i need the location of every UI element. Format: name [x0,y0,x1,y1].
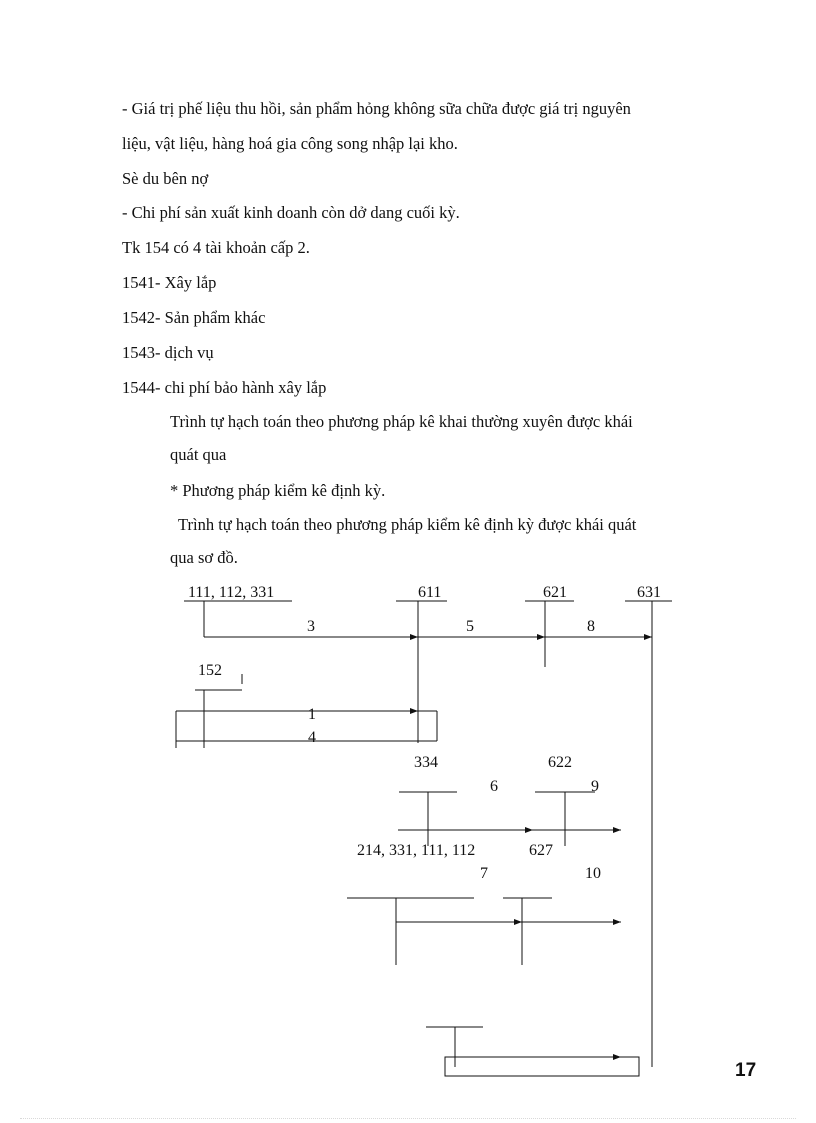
account-1541: 1541- Xây lắp [122,273,217,292]
step-6: 6 [490,778,498,795]
account-1543: 1543- dịch vụ [122,343,214,362]
step-7: 7 [480,865,488,882]
account-1542: 1542- Sản phẩm khác [122,308,266,327]
acc-334: 334 [414,754,438,771]
p3-wip-cost: - Chi phí sản xuất kinh doanh còn dở dang cuối kỳ. [122,203,460,222]
account-1544: 1544- chi phí bảo hành xây lắp [122,378,327,397]
acc-631: 631 [637,584,661,601]
acc-214-331-111-112: 214, 331, 111, 112 [357,842,476,859]
step-5: 5 [466,618,474,635]
step-1: 1 [308,706,316,723]
p5-line1: Trình tự hạch toán theo phương pháp kê khai thường xuyên được khái [170,412,633,431]
page-number: 17 [735,1060,757,1081]
step-10: 10 [585,865,601,882]
step-3: 3 [307,618,315,635]
step-9: 9 [591,778,599,795]
p2-debit-balance: Sè du bên nợ [122,169,209,188]
p4-tk154: Tk 154 có 4 tài khoản cấp 2. [122,238,310,257]
p5-line2: quát qua [170,445,227,464]
p7-line2: qua sơ đồ. [170,548,238,567]
step-4: 4 [308,729,316,746]
step-8: 8 [587,618,595,635]
acc-621: 621 [543,584,567,601]
p7-line1: Trình tự hạch toán theo phương pháp kiểm kê định kỳ được khái quát [178,515,637,534]
p6-periodic-method: * Phương pháp kiểm kê định kỳ. [170,481,386,500]
acc-622: 622 [548,754,572,771]
acc-152: 152 [198,662,222,679]
acc-111-112-331: 111, 112, 331 [188,584,275,601]
page-bottom-divider [20,1118,796,1119]
p1-line1: - Giá trị phế liệu thu hồi, sản phẩm hỏng không sữa chữa được giá trị nguyên [122,99,631,118]
acc-611: 611 [418,584,442,601]
acc-627: 627 [529,842,553,859]
p1-line2: liệu, vật liệu, hàng hoá gia công song nhập lại kho. [122,134,458,153]
